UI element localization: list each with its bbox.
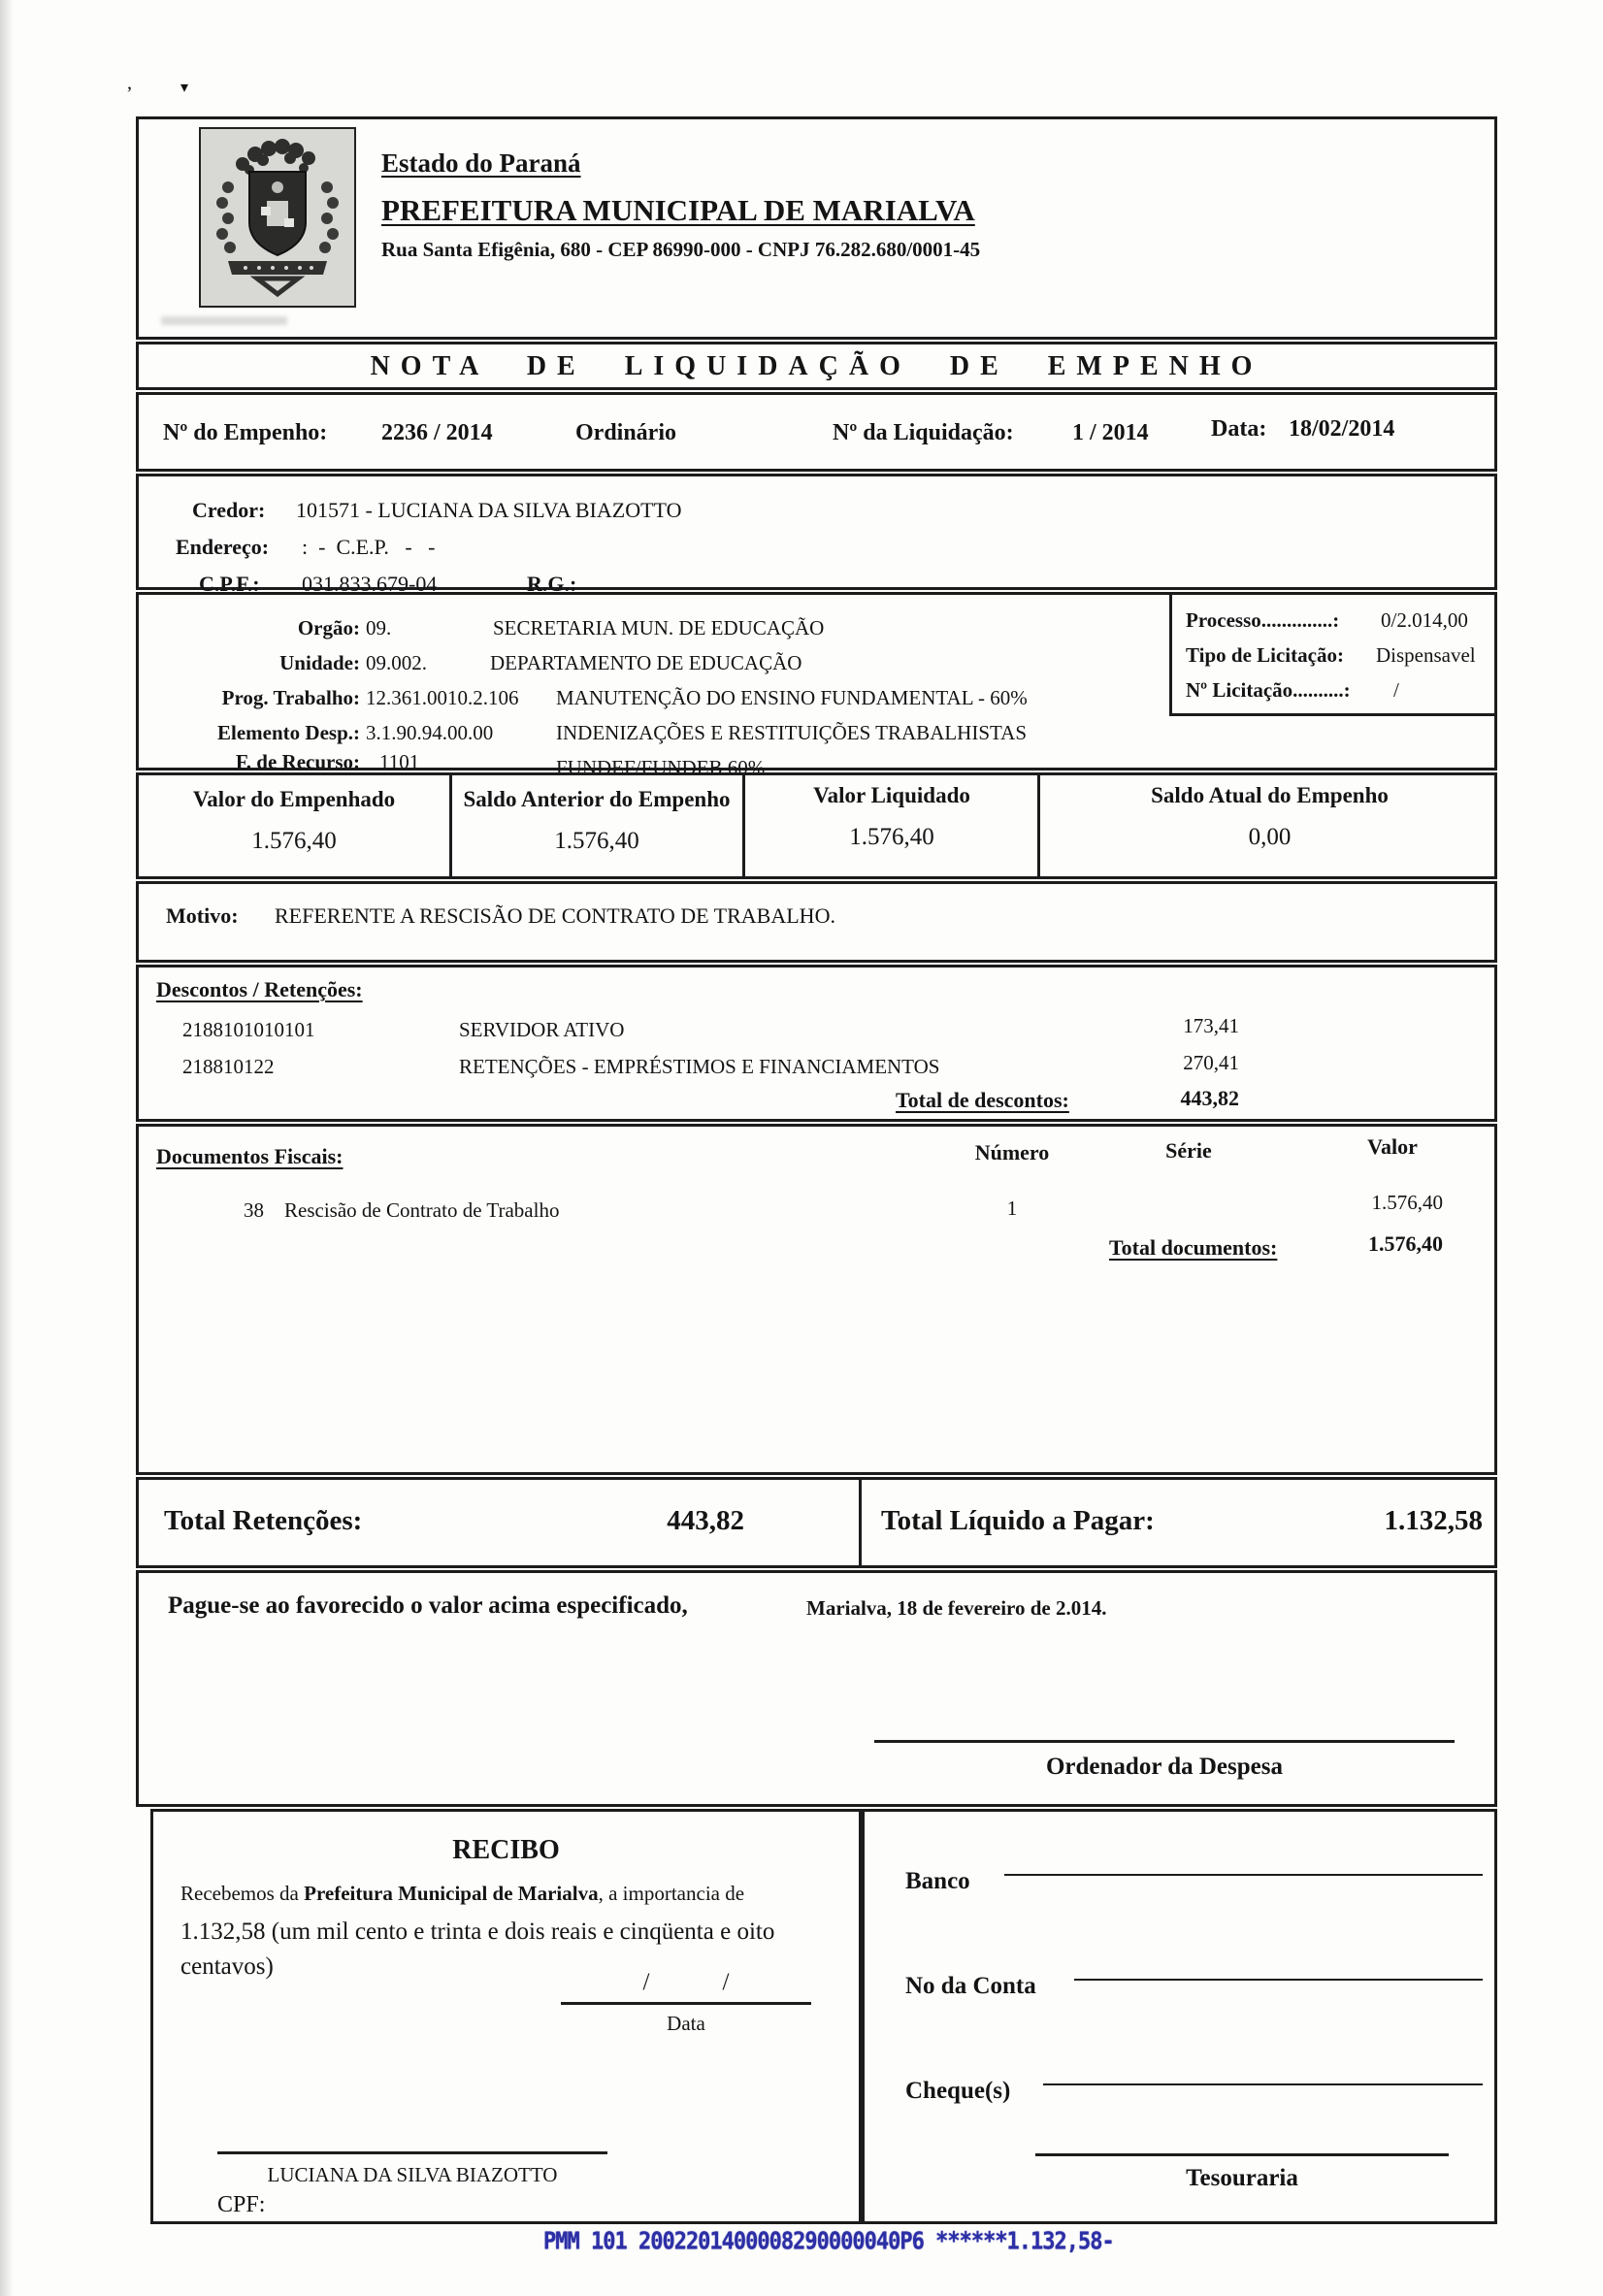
treasury-signature-line — [1035, 2153, 1449, 2156]
title-bar — [136, 342, 1497, 390]
document-numero: 1 — [1006, 1197, 1018, 1220]
prog-trabalho-desc: MANUTENÇÃO DO ENSINO FUNDAMENTAL - 60% — [556, 686, 1028, 709]
col-header-saldo-anterior: Saldo Anterior do Empenho — [463, 787, 731, 811]
col-header-empenhado: Valor do Empenhado — [192, 787, 396, 811]
document-valor: 1.576,40 — [1371, 1191, 1443, 1214]
fonte-recurso-desc: FUNDEF/FUNDEB 60% — [556, 756, 766, 779]
deductions-title: Descontos / Retenções: — [156, 977, 363, 1001]
fiscal-documents-title: Documentos Fiscais: — [156, 1144, 344, 1168]
creditor-value: 101571 - LUCIANA DA SILVA BIAZOTTO — [296, 498, 682, 522]
col-valor: Valor — [1367, 1134, 1418, 1159]
unidade-desc: DEPARTAMENTO DE EDUCAÇÃO — [490, 651, 802, 674]
receipt-payer-name: Prefeitura Municipal de Marialva — [304, 1882, 599, 1905]
treasury-label: Tesouraria — [1186, 2165, 1298, 2191]
processo-label: Processo..............: — [1186, 608, 1340, 632]
deduction-value: 270,41 — [1183, 1051, 1239, 1074]
address-label: Endereço: — [176, 535, 270, 559]
receipt-date-label: Data — [667, 2012, 705, 2035]
header-state: Estado do Paraná — [381, 148, 581, 178]
cheques-label: Cheque(s) — [905, 2078, 1011, 2104]
empenho-type: Ordinário — [575, 420, 677, 445]
col-numero: Número — [974, 1140, 1050, 1164]
receipt-line1-suffix: , a importancia de — [598, 1882, 745, 1905]
tipo-licitacao-value: Dispensavel — [1376, 643, 1476, 667]
document-id: 38 — [244, 1198, 264, 1222]
payment-box — [862, 1809, 1497, 2224]
document-desc: Rescisão de Contrato de Trabalho — [284, 1198, 560, 1222]
cheques-line — [1043, 2083, 1483, 2085]
prog-trabalho-code: 12.361.0010.2.106 — [366, 686, 519, 709]
deduction-value: 173,41 — [1183, 1014, 1239, 1037]
header-municipality: PREFEITURA MUNICIPAL DE MARIALVA — [381, 193, 975, 227]
total-liquido-cell — [859, 1477, 1497, 1568]
motivo-text: REFERENTE A RESCISÃO DE CONTRATO DE TRABALHO. — [275, 903, 835, 928]
total-retencoes-value: 443,82 — [667, 1505, 744, 1536]
cpf-value: 031.833.679-04 — [302, 572, 438, 596]
scan-speck: ▾ — [180, 80, 189, 96]
liquidation-number: 1 / 2014 — [1072, 420, 1149, 445]
deductions-total-label: Total de descontos: — [896, 1088, 1069, 1112]
valor-liquidado: 1.576,40 — [849, 824, 934, 850]
orgao-desc: SECRETARIA MUN. DE EDUCAÇÃO — [493, 616, 825, 640]
pague-se-text: Pague-se ao favorecido o valor acima especificado, — [168, 1592, 688, 1619]
saldo-anterior: 1.576,40 — [554, 828, 639, 854]
authorization-box — [136, 1570, 1497, 1807]
saldo-atual: 0,00 — [1248, 824, 1292, 850]
total-retencoes-cell — [136, 1477, 862, 1568]
values-table — [136, 772, 1497, 879]
num-licitacao-value: / — [1393, 678, 1399, 702]
header-address: Rua Santa Efigênia, 680 - CEP 86990-000 - CNPJ 76.282.680/0001-45 — [381, 238, 981, 261]
deduction-desc: SERVIDOR ATIVO — [459, 1018, 625, 1041]
deduction-code: 218810122 — [182, 1055, 275, 1078]
fiscal-documents-box — [136, 1124, 1497, 1475]
receipt-signature-name: LUCIANA DA SILVA BIAZOTTO — [267, 2163, 558, 2186]
date-value: 18/02/2014 — [1289, 416, 1395, 442]
bank-label: Banco — [905, 1868, 970, 1894]
receipt-cpf-label: CPF: — [217, 2192, 266, 2217]
date-label: Data: — [1211, 416, 1267, 442]
unidade-label: Unidade: — [279, 651, 360, 674]
column-divider — [742, 775, 745, 876]
dot-matrix-print-line: PMM 101 2002201400008290000040P6 ******1.132,58- — [543, 2228, 1114, 2255]
valor-empenhado: 1.576,40 — [251, 828, 337, 854]
address-value: : - C.E.P. - - — [302, 535, 436, 559]
elemento-desp-label: Elemento Desp.: — [217, 721, 360, 744]
process-box — [1169, 592, 1497, 716]
processo-value: 0/2.014,00 — [1381, 608, 1468, 632]
municipal-crest — [199, 127, 356, 308]
orgao-code: 09. — [366, 616, 392, 640]
fonte-recurso-label: F. de Recurso: — [235, 750, 360, 773]
ordenador-label: Ordenador da Despesa — [1045, 1754, 1283, 1780]
documents-total-label: Total documentos: — [1109, 1235, 1278, 1260]
prog-trabalho-label: Prog. Trabalho: — [221, 686, 360, 709]
rg-label: R.G.: — [527, 572, 577, 596]
documents-total: 1.576,40 — [1368, 1231, 1443, 1256]
col-header-saldo-atual: Saldo Atual do Empenho — [1151, 783, 1389, 807]
empenho-number-label: Nº do Empenho: — [163, 420, 328, 445]
elemento-desp-code: 3.1.90.94.00.00 — [366, 721, 494, 744]
col-serie: Série — [1165, 1138, 1212, 1163]
local-data-text: Marialva, 18 de fevereiro de 2.014. — [806, 1596, 1107, 1620]
receipt-signature-line — [217, 2151, 607, 2154]
col-header-liquidado: Valor Liquidado — [813, 783, 970, 807]
bank-line — [1004, 1874, 1483, 1876]
receipt-line1 — [180, 1882, 744, 1906]
fonte-recurso-code: 1101 — [379, 750, 420, 773]
account-line — [1074, 1979, 1483, 1981]
receipt-line1-prefix: Recebemos da — [180, 1882, 305, 1905]
creditor-label: Credor: — [192, 498, 266, 522]
receipt-title: RECIBO — [452, 1835, 560, 1865]
deduction-desc: RETENÇÕES - EMPRÉSTIMOS E FINANCIAMENTOS — [459, 1055, 940, 1078]
empenho-number: 2236 / 2014 — [381, 420, 493, 445]
scan-speck: ʼ — [126, 83, 133, 105]
receipt-date-line — [561, 2002, 811, 2005]
ordenador-signature-line — [874, 1740, 1455, 1743]
total-liquido-value: 1.132,58 — [1384, 1505, 1483, 1536]
total-retencoes-label: Total Retenções: — [164, 1505, 363, 1536]
tipo-licitacao-label: Tipo de Licitação: — [1186, 643, 1344, 667]
deduction-code: 2188101010101 — [182, 1018, 315, 1041]
cpf-label: C.P.F.: — [199, 572, 260, 596]
deductions-box — [136, 965, 1497, 1122]
orgao-label: Orgão: — [297, 616, 360, 640]
empenho-box — [136, 392, 1497, 472]
unidade-code: 09.002. — [366, 651, 427, 674]
liquidation-number-label: Nº da Liquidação: — [833, 420, 1014, 445]
deductions-total: 443,82 — [1180, 1086, 1239, 1110]
header-box — [136, 116, 1497, 340]
receipt-amount-text: 1.132,58 (um mil cento e trinta e dois reais e cinqüenta e oito centavos) — [180, 1919, 775, 1980]
total-liquido-label: Total Líquido a Pagar: — [881, 1505, 1155, 1536]
document-title: NOTA DE LIQUIDAÇÃO DE EMPENHO — [370, 351, 1263, 381]
motivo-box — [136, 881, 1497, 963]
account-label: No da Conta — [905, 1973, 1036, 1999]
receipt-box — [150, 1809, 862, 2224]
receipt-date-slashes: / / — [642, 1969, 730, 1995]
motivo-label: Motivo: — [166, 903, 239, 928]
creditor-box — [136, 474, 1497, 596]
elemento-desp-desc: INDENIZAÇÕES E RESTITUIÇÕES TRABALHISTAS — [556, 721, 1028, 744]
num-licitacao-label: Nº Licitação..........: — [1186, 678, 1351, 702]
